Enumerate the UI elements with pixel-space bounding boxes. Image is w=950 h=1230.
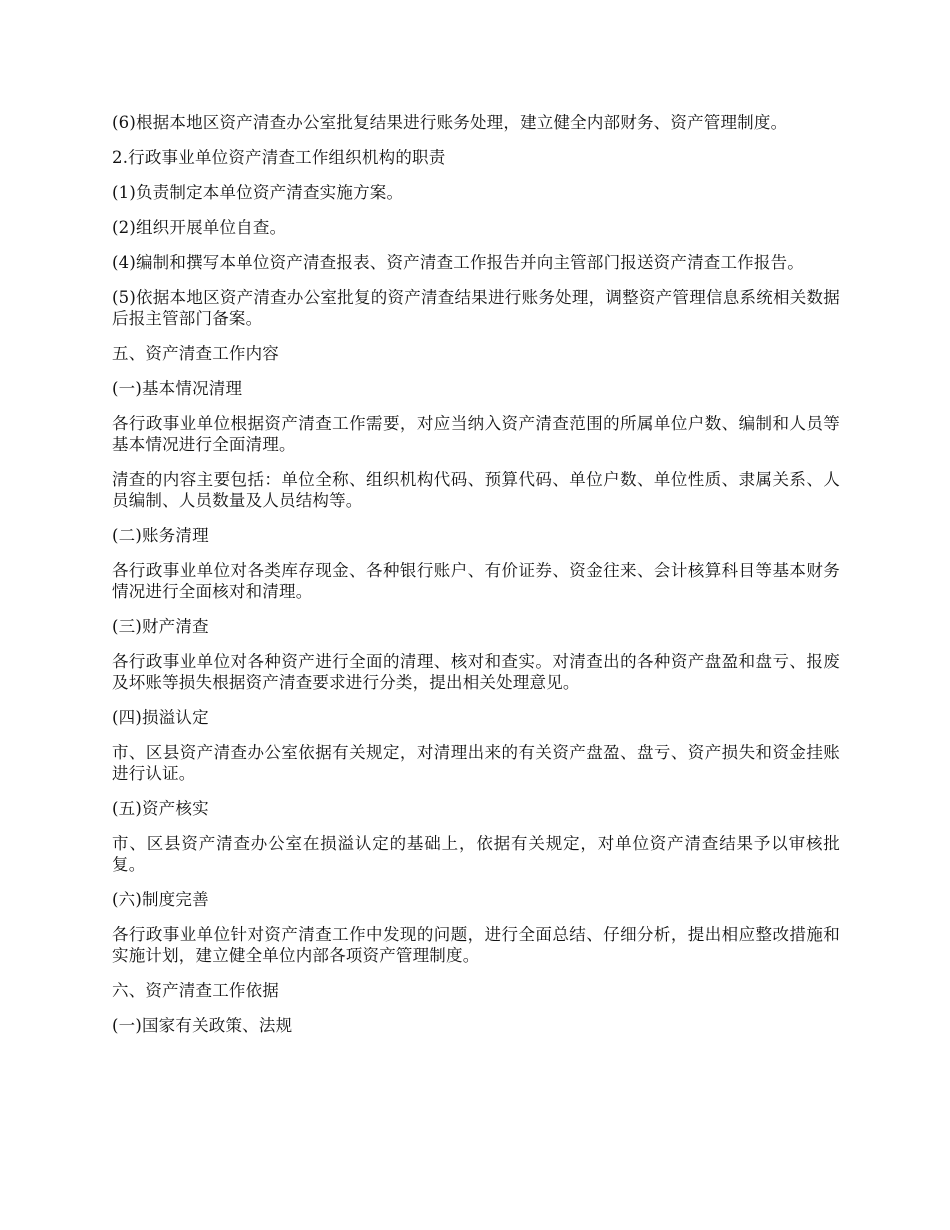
paragraph: (6)根据本地区资产清查办公室批复结果进行账务处理，建立健全内部财务、资产管理制度。 <box>112 113 788 132</box>
subsection-heading: (五)资产核实 <box>112 799 209 818</box>
document-body <box>112 112 840 1050</box>
subsection-heading: (二)账务清理 <box>112 526 209 545</box>
paragraph: 各行政事业单位对各种资产进行全面的清理、核对和查实。对清查出的各种资产盘盈和盘亏、报废及坏账等损失根据资产清查要求进行分类，提出相关处理意见。 <box>112 652 840 692</box>
section-heading: 六、资产清查工作依据 <box>112 981 279 1000</box>
paragraph: 各行政事业单位针对资产清查工作中发现的问题，进行全面总结、仔细分析，提出相应整改措施和实施计划，建立健全单位内部各项资产管理制度。 <box>112 925 840 965</box>
section-heading: 五、资产清查工作内容 <box>112 344 279 363</box>
subsection-heading: (一)基本情况清理 <box>112 379 243 398</box>
paragraph: (2)组织开展单位自查。 <box>112 218 287 237</box>
paragraph: 各行政事业单位对各类库存现金、各种银行账户、有价证券、资金往来、会计核算科目等基本财务情况进行全面核对和清理。 <box>112 561 840 601</box>
paragraph: 各行政事业单位根据资产清查工作需要，对应当纳入资产清查范围的所属单位户数、编制和人员等基本情况进行全面清理。 <box>112 414 840 454</box>
paragraph: (4)编制和撰写本单位资产清查报表、资产清查工作报告并向主管部门报送资产清查工作报告。 <box>112 253 804 272</box>
paragraph: 清查的内容主要包括：单位全称、组织机构代码、预算代码、单位户数、单位性质、隶属关系、人员编制、人员数量及人员结构等。 <box>112 470 840 510</box>
paragraph: 市、区县资产清查办公室依据有关规定，对清理出来的有关资产盘盈、盘亏、资产损失和资金挂账进行认证。 <box>112 743 840 783</box>
subsection-heading: (六)制度完善 <box>112 890 209 909</box>
section-heading: 2.行政事业单位资产清查工作组织机构的职责 <box>112 148 446 167</box>
subsection-heading: (四)损溢认定 <box>112 708 209 727</box>
subsection-heading: (三)财产清查 <box>112 617 209 636</box>
paragraph: (1)负责制定本单位资产清查实施方案。 <box>112 183 404 202</box>
subsection-heading: (一)国家有关政策、法规 <box>112 1016 293 1035</box>
paragraph: 市、区县资产清查办公室在损溢认定的基础上，依据有关规定，对单位资产清查结果予以审核批复。 <box>112 834 840 874</box>
paragraph: (5)依据本地区资产清查办公室批复的资产清查结果进行账务处理，调整资产管理信息系统相关数据后报主管部门备案。 <box>112 288 840 328</box>
